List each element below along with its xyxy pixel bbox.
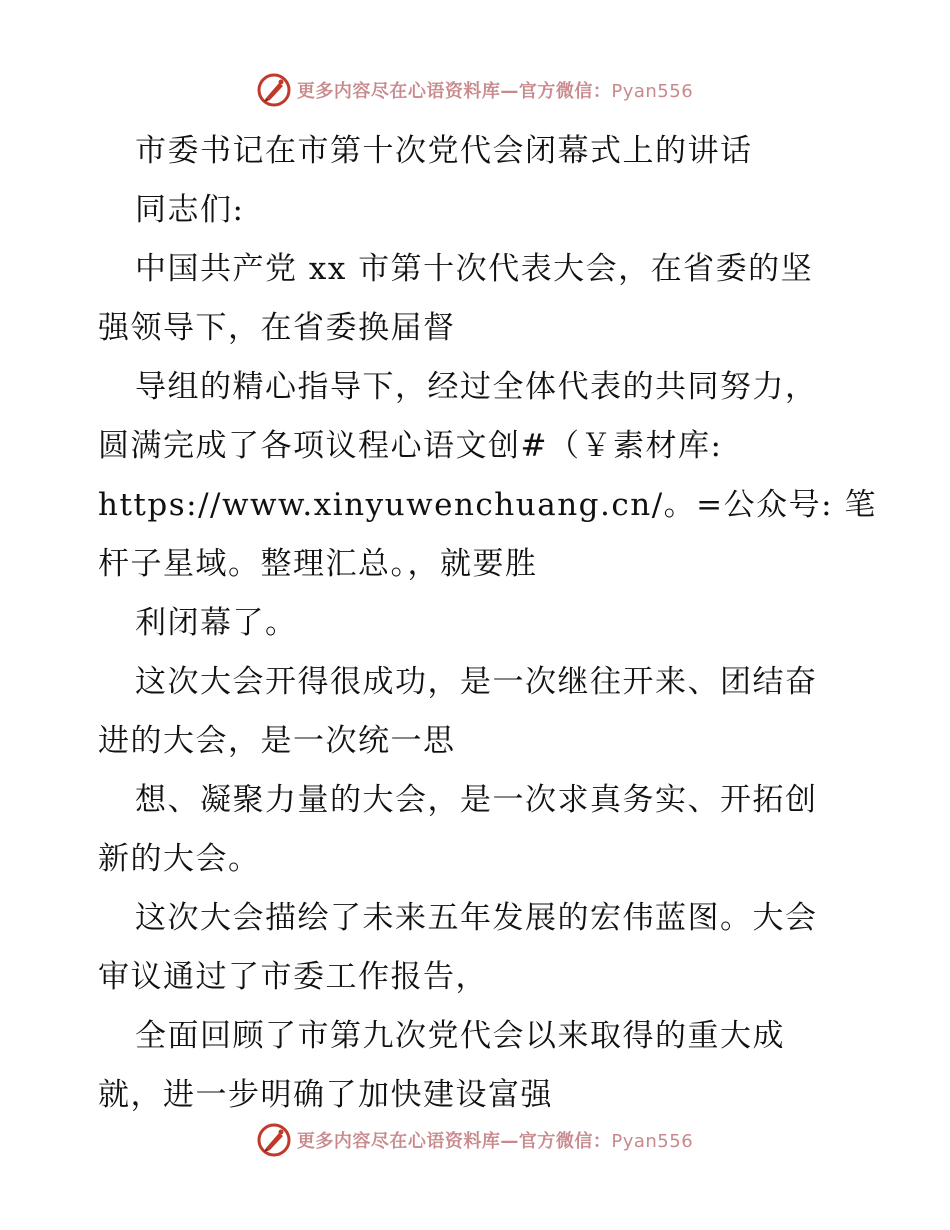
footer-watermark-banner — [0, 1120, 950, 1160]
paragraph-line: 利闭幕了。 — [135, 605, 298, 641]
paragraph-line: 就，进一步明确了加快建设富强 — [98, 1077, 553, 1113]
paragraph-line: 导组的精心指导下，经过全体代表的共同努力， — [135, 369, 818, 405]
paragraph-line: 杆子星域。整理汇总。，就要胜 — [98, 546, 538, 582]
paragraph-line: 审议通过了市委工作报告， — [98, 959, 488, 995]
paragraph-line: 全面回顾了市第九次党代会以来取得的重大成 — [135, 1018, 785, 1054]
paragraph-line: 强领导下，在省委换届督 — [98, 310, 456, 346]
pen-logo-icon — [257, 1123, 291, 1157]
paragraph-line: 这次大会开得很成功，是一次继往开来、团结奋 — [135, 664, 818, 700]
header-watermark-text: 更多内容尽在心语资料库—官方微信：Pyan556 — [296, 81, 694, 102]
document-title: 市委书记在市第十次党代会闭幕式上的讲话 — [135, 133, 753, 169]
paragraph-line: 这次大会描绘了未来五年发展的宏伟蓝图。大会 — [135, 900, 818, 936]
paragraph-line: 新的大会。 — [98, 841, 261, 877]
header-watermark-banner — [0, 70, 950, 110]
paragraph-line: 进的大会，是一次统一思 — [98, 723, 456, 759]
paragraph-line: 圆满完成了各项议程心语文创#（￥素材库: — [98, 428, 723, 464]
document-body — [98, 122, 877, 1125]
footer-watermark-text: 更多内容尽在心语资料库—官方微信：Pyan556 — [296, 1131, 694, 1152]
paragraph-line: 想、凝聚力量的大会，是一次求真务实、开拓创 — [135, 782, 818, 818]
paragraph-line: 中国共产党 xx 市第十次代表大会，在省委的坚 — [135, 251, 814, 287]
paragraph-line: https://www.xinyuwenchuang.cn/。=公众号: 笔 — [98, 487, 877, 523]
salutation: 同志们: — [135, 192, 245, 228]
pen-logo-icon — [257, 73, 291, 107]
